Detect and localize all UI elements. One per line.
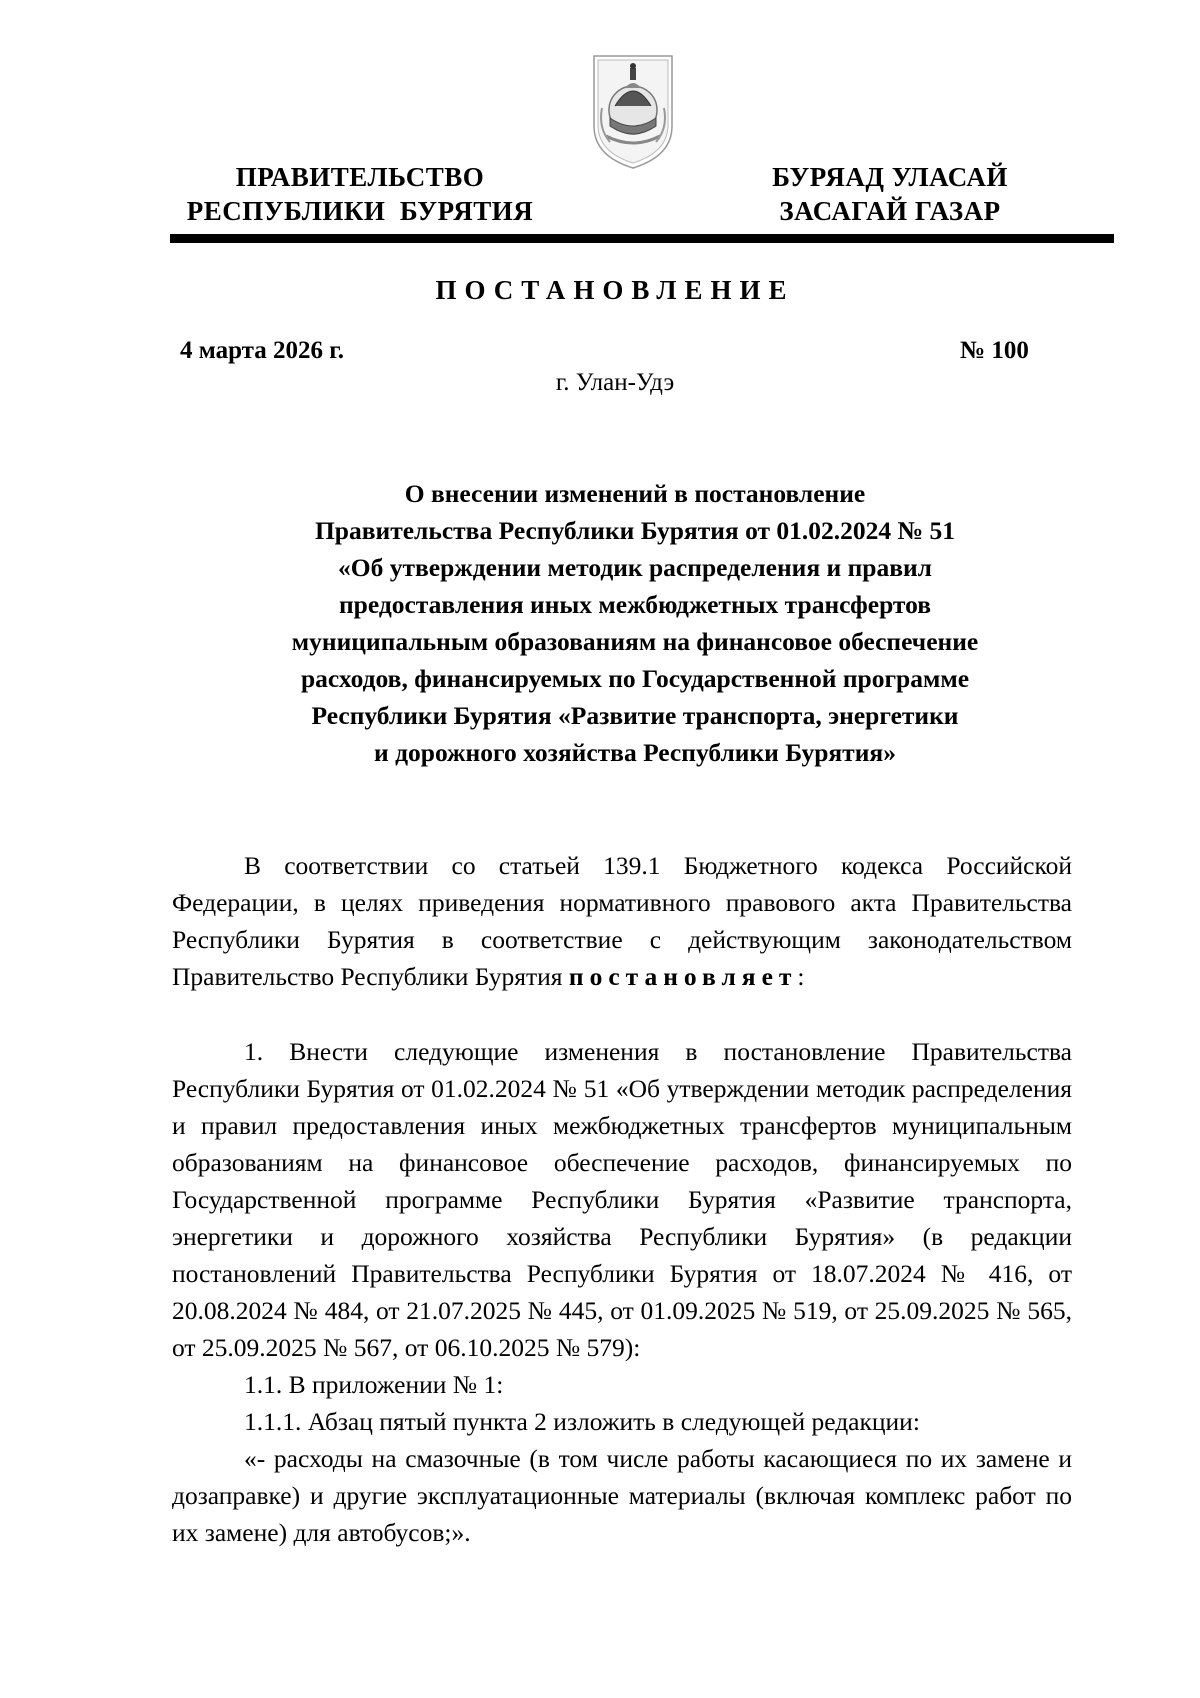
org-left-line-1: ПРАВИТЕЛЬСТВО [235,162,485,192]
title-line: расходов, финансируемых по Государственной программе [300,664,970,693]
preamble-tail: : [797,962,805,991]
header-divider [170,234,1114,243]
title-line: О внесении изменений в постановление [404,479,866,508]
item-1-1-1: 1.1.1. Абзац пятый пункта 2 изложить в следующей редакции: [244,1407,920,1436]
government-name-buryat [750,160,1030,228]
title-line: и дорожного хозяйства Республики Бурятия» [374,738,896,767]
preamble-text: В соответствии со статьей 139.1 Бюджетного кодекса Российской Федерации, в целях приведения нормативного правового акта Правительства Республики Бурятия в соответствие с действующим законодательством Правительство Республики Бурятия [172,851,1072,991]
title-line: «Об утверждении методик распределения и правил [338,553,932,582]
preamble [172,847,1072,995]
title-line: предоставления иных межбюджетных трансфертов [338,590,932,619]
item-1: 1. Внести следующие изменения в постановление Правительства Республики Бурятия от 01.02.2024 № 51 «Об утверждении методик распределения и правил предоставления иных межбюджетных трансфертов муниципальным образованиям на финансовое обеспечение расходов, финансируемых по Государственной программе Республики Бурятия «Развитие транспорта, энергетики и дорожного хозяйства Республики Бурятия» (в редакции постановлений Правительства Республики Бурятия от 18.07.2024 № 416, от 20.08.2024 № 484, от 21.07.2025 № 445, от 01.09.2025 № 519, от 25.09.2025 № 565, от 25.09.2025 № 567, от 06.10.2025 № 579): [172,1037,1072,1362]
item-1-1: 1.1. В приложении № 1: [244,1370,504,1399]
operative-part [172,1033,1072,1551]
coat-of-arms-icon [588,48,678,172]
decree-word: постановляет [568,962,798,991]
org-right-line-2: ЗАСАГАЙ ГАЗАР [779,196,1001,226]
document-number: № 100 [960,337,1029,364]
quoted-amendment: «- расходы на смазочные (в том числе работы касающиеся по их замене и дозаправке) и другие эксплуатационные материалы (включая комплекс работ по их замене) для автобусов;». [172,1444,1072,1547]
org-right-line-1: БУРЯАД УЛАСАЙ [772,162,1008,192]
org-left-line-2: РЕСПУБЛИКИ БУРЯТИЯ [186,196,534,226]
document-city: г. Улан-Удэ [555,369,675,396]
document-title [170,475,1100,771]
preamble-paragraph [172,847,1072,995]
title-line: Правительства Республики Бурятия от 01.02.2024 № 51 [314,516,956,545]
title-line: Республики Бурятия «Развитие транспорта, энергетики [311,701,959,730]
government-name-russian [170,160,550,228]
document-type: ПОСТАНОВЛЕНИЕ [435,275,795,305]
document-date: 4 марта 2026 г. [180,337,345,364]
title-line: муниципальным образованиям на финансовое обеспечение [291,627,979,656]
